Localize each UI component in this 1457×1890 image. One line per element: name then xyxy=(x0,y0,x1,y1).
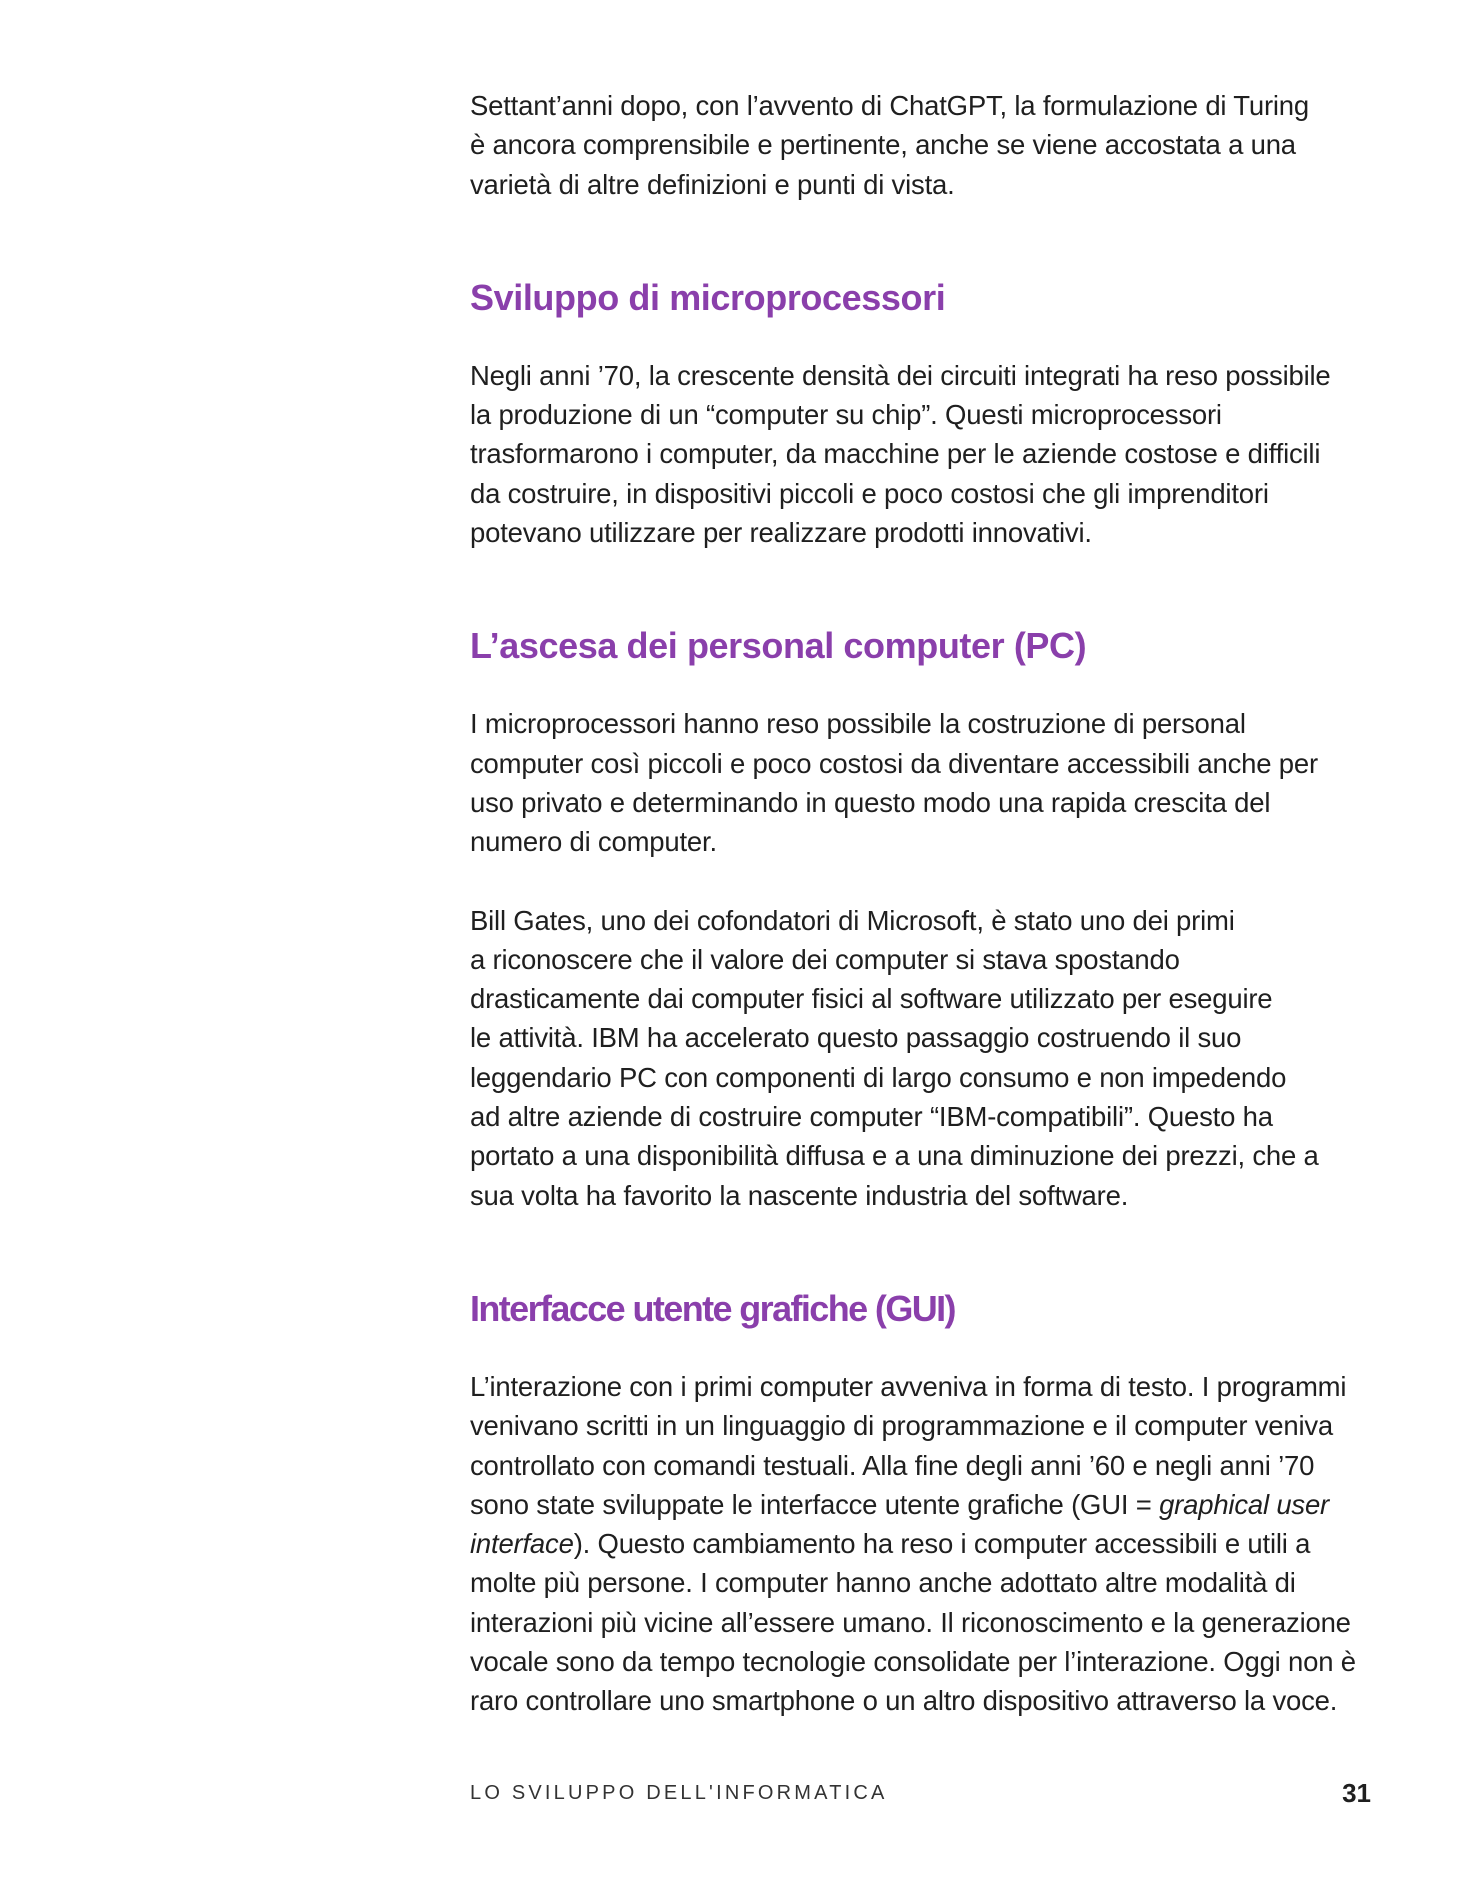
text-line: è ancora comprensibile e pertinente, anche se viene accostata a una xyxy=(470,129,1296,161)
section-heading-personal-computer: L’ascesa dei personal computer (PC) xyxy=(470,625,1087,667)
page-footer xyxy=(470,1778,1371,1808)
text-line: I microprocessori hanno reso possibile la costruzione di personal xyxy=(470,708,1246,740)
intro-paragraph xyxy=(470,86,1390,204)
text-line: raro controllare uno smartphone o un altro dispositivo attraverso la voce. xyxy=(470,1685,1338,1717)
text-line: numero di computer. xyxy=(470,826,717,858)
text-line: Bill Gates, uno dei cofondatori di Microsoft, è stato uno dei primi xyxy=(470,904,1235,936)
text-line: a riconoscere che il valore dei computer si stava spostando xyxy=(470,943,1180,975)
text-line: vocale sono da tempo tecnologie consolidate per l’interazione. Oggi non è xyxy=(470,1646,1356,1678)
text-line: da costruire, in dispositivi piccoli e poco costosi che gli imprenditori xyxy=(470,477,1269,509)
italic-term: graphical user xyxy=(1159,1488,1330,1520)
section-heading-microprocessors: Sviluppo di microprocessori xyxy=(470,276,946,318)
text-line: venivano scritti in un linguaggio di programmazione e il computer veniva xyxy=(470,1410,1334,1442)
text-line: drasticamente dai computer fisici al software utilizzato per eseguire xyxy=(470,983,1273,1015)
text-line xyxy=(470,1524,1390,1563)
italic-term: interface xyxy=(470,1528,574,1560)
text-line: portato a una disponibilità diffusa e a una diminuzione dei prezzi, che a xyxy=(470,1140,1319,1172)
text-line: controllato con comandi testuali. Alla fine degli anni ’60 e negli anni ’70 xyxy=(470,1449,1315,1481)
text-line xyxy=(470,1485,1390,1524)
paragraph-gui xyxy=(470,1367,1390,1721)
text-segment: ). Questo cambiamento ha reso i computer accessibili e utili a xyxy=(573,1528,1311,1560)
text-line: leggendario PC con componenti di largo consumo e non impedendo xyxy=(470,1061,1287,1093)
paragraph-bill-gates xyxy=(470,901,1390,1215)
text-segment: sono state sviluppate le interfacce utente grafiche (GUI = xyxy=(470,1488,1160,1520)
paragraph-pc-intro xyxy=(470,704,1390,861)
text-line: Negli anni ’70, la crescente densità dei circuiti integrati ha reso possibile xyxy=(470,359,1331,391)
text-line: sua volta ha favorito la nascente industria del software. xyxy=(470,1179,1129,1211)
text-line: varietà di altre definizioni e punti di vista. xyxy=(470,168,955,200)
text-line: trasformarono i computer, da macchine per le aziende costose e difficili xyxy=(470,438,1321,470)
text-line: uso privato e determinando in questo modo una rapida crescita del xyxy=(470,786,1271,818)
text-line: potevano utilizzare per realizzare prodotti innovativi. xyxy=(470,517,1092,549)
text-line: interazioni più vicine all’essere umano. Il riconoscimento e la generazione xyxy=(470,1606,1351,1638)
text-line: L’interazione con i primi computer avveniva in forma di testo. I programmi xyxy=(470,1370,1347,1402)
page-number: 31 xyxy=(1342,1778,1371,1808)
paragraph-microprocessors xyxy=(470,356,1390,552)
text-line: la produzione di un “computer su chip”. Questi microprocessori xyxy=(470,399,1222,431)
page-content xyxy=(470,86,1390,1721)
running-footer-title: LO SVILUPPO DELL'INFORMATICA xyxy=(470,1782,888,1804)
section-heading-gui: Interfacce utente grafiche (GUI) xyxy=(470,1287,955,1329)
text-line: ad altre aziende di costruire computer “IBM-compatibili”. Questo ha xyxy=(470,1101,1273,1133)
text-line: computer così piccoli e poco costosi da diventare accessibili anche per xyxy=(470,747,1318,779)
text-line: molte più persone. I computer hanno anche adottato altre modalità di xyxy=(470,1567,1296,1599)
text-line: le attività. IBM ha accelerato questo passaggio costruendo il suo xyxy=(470,1022,1242,1054)
text-line: Settant’anni dopo, con l’avvento di ChatGPT, la formulazione di Turing xyxy=(470,90,1309,121)
